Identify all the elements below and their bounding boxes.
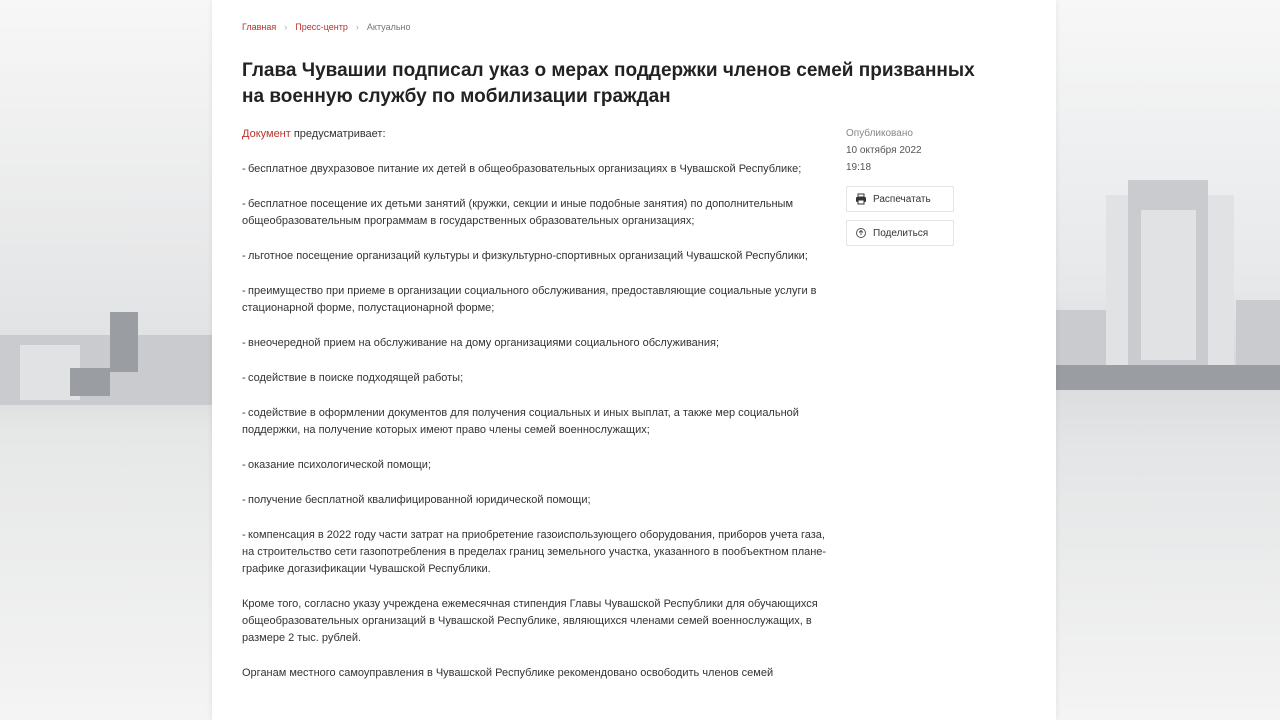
list-item: - бесплатное двухразовое питание их детей в общеобразовательных организациях в Чувашской Республике; — [242, 163, 802, 175]
background-left — [0, 0, 212, 720]
breadcrumb — [242, 22, 411, 32]
list-item: - оказание психологической помощи; — [242, 459, 431, 471]
share-button[interactable] — [846, 220, 954, 246]
printer-icon — [855, 193, 867, 205]
list-item: - внеочередной прием на обслуживание на дому организациями социального обслуживания; — [242, 337, 720, 349]
article-page — [212, 0, 1056, 720]
published-label: Опубликовано — [846, 128, 913, 139]
breadcrumb-separator: › — [284, 22, 288, 32]
article-paragraph: Органам местного самоуправления в Чувашской Республике рекомендовано освободить членов семей — [242, 667, 774, 679]
breadcrumb-current: Актуально — [366, 22, 411, 32]
list-item: - бесплатное посещение их детьми занятий (кружки, секции и иные подобные занятия) по дополнительным общеобразовательным программам в государственных образовательных организациях; — [242, 198, 794, 227]
breadcrumb-separator: › — [355, 22, 359, 32]
breadcrumb-home-link[interactable]: Главная — [242, 22, 277, 32]
list-item: - содействие в поиске подходящей работы; — [242, 372, 464, 384]
list-item: - льготное посещение организаций культуры и физкультурно-спортивных организаций Чувашской Республики; — [242, 250, 808, 262]
list-item: - преимущество при приеме в организации социального обслуживания, предоставляющие социальные услуги в стационарной форме, полустационарной форме; — [242, 285, 817, 314]
article-paragraph: Кроме того, согласно указу учреждена ежемесячная стипендия Главы Чувашской Республики для обучающихся общеобразовательных организаций в Чувашской Республике, являющихся членами семей военнослужащих, в размере 2 тыс. рублей. — [242, 598, 818, 644]
article-sidebar — [846, 126, 956, 246]
print-label: Распечатать — [873, 193, 931, 205]
document-link[interactable]: Документ — [242, 128, 291, 140]
article-lead — [242, 126, 827, 143]
list-item: - получение бесплатной квалифицированной юридической помощи; — [242, 494, 591, 506]
list-item: - компенсация в 2022 году части затрат на приобретение газоиспользующего оборудования, приборов учета газа, на строительство сети газопотребления в пределах границ земельного участка, указанного в пообъектном плане-графике догазификации Чувашской Республики. — [242, 529, 827, 575]
lead-text: предусматривает: — [290, 128, 386, 140]
share-label: Поделиться — [873, 227, 929, 239]
published-time: 19:18 — [846, 162, 872, 173]
print-button[interactable] — [846, 186, 954, 212]
breadcrumb-press-link[interactable]: Пресс-центр — [295, 22, 348, 32]
share-icon — [855, 227, 867, 239]
article-body — [242, 126, 827, 700]
published-date: 10 октября 2022 — [846, 145, 922, 156]
article-title: Глава Чувашии подписал указ о мерах поддержки членов семей призванных на военную службу по мобилизации граждан — [242, 60, 975, 107]
background-right — [1056, 0, 1280, 720]
list-item: - содействие в оформлении документов для получения социальных и иных выплат, а также мер социальной поддержки, на получение которых имеют право члены семей военнослужащих; — [242, 407, 799, 436]
